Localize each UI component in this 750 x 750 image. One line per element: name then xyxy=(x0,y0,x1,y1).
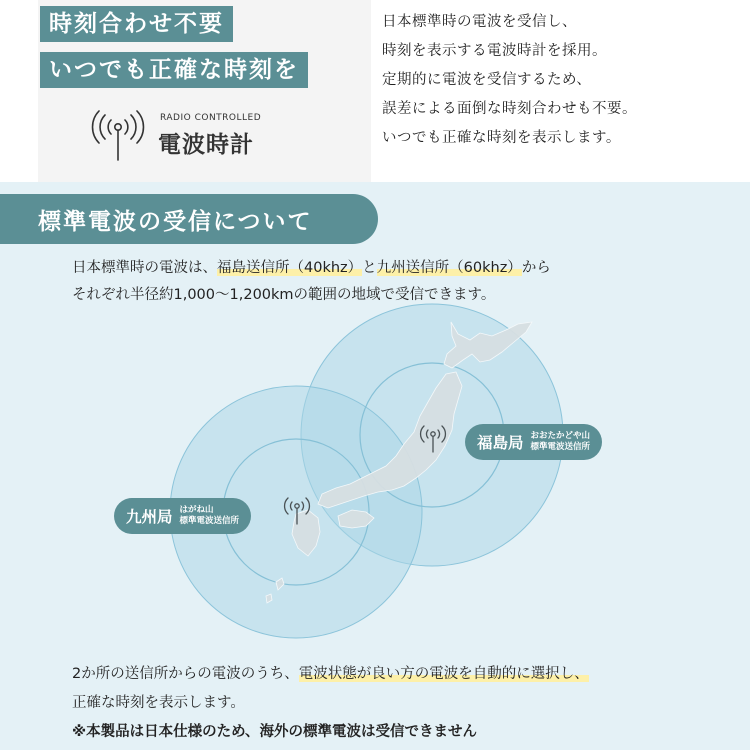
footer-note: ※本製品は日本仕様のため、海外の標準電波は受信できません xyxy=(72,724,478,740)
description-line: 時刻を表示する電波時計を採用。 xyxy=(382,43,607,59)
footer-line-2: 正確な時刻を表示します。 xyxy=(72,695,245,711)
headline-tag-2: いつでも正確な時刻を xyxy=(40,52,308,88)
highlight-auto-select: 電波状態が良い方の電波を自動的に選択し、 xyxy=(298,666,589,682)
top-section xyxy=(0,0,750,182)
kyushu-station-label xyxy=(114,498,251,534)
fukushima-station-name: 福島局 xyxy=(477,434,524,452)
kyushu-station-name: 九州局 xyxy=(126,508,173,526)
radio-antenna-icon xyxy=(90,110,146,162)
kyushu-station-sub: はがね山 標準電波送信所 xyxy=(179,505,240,526)
intro-line-2: それぞれ半径約1,000〜1,200kmの範囲の地域で受信できます。 xyxy=(72,287,496,303)
highlight-kyushu: 九州送信所（60khz） xyxy=(376,260,522,276)
fukushima-station-label xyxy=(465,424,602,460)
highlight-fukushima: 福島送信所（40khz） xyxy=(217,260,363,276)
description-line: 日本標準時の電波を受信し、 xyxy=(382,14,577,30)
description-line: 誤差による面倒な時刻合わせも不要。 xyxy=(382,101,637,117)
headline-tag-1: 時刻合わせ不要 xyxy=(40,6,233,42)
footer-text xyxy=(72,660,589,747)
intro-line-1: 日本標準時の電波は、福島送信所（40khz）と九州送信所（60khz）から xyxy=(72,260,551,276)
radio-clock-label: 電波時計 xyxy=(158,132,254,158)
radio-controlled-label: RADIO CONTROLLED xyxy=(160,113,262,123)
fukushima-station-sub: おおたかどや山 標準電波送信所 xyxy=(530,431,591,452)
description-line: 定期的に電波を受信するため、 xyxy=(382,72,592,88)
description-line: いつでも正確な時刻を表示します。 xyxy=(382,130,621,146)
description-block xyxy=(382,8,732,153)
footer-line-1: 2か所の送信所からの電波のうち、電波状態が良い方の電波を自動的に選択し、 xyxy=(72,666,589,682)
coverage-map xyxy=(0,300,750,650)
section-title: 標準電波の受信について xyxy=(38,209,313,235)
